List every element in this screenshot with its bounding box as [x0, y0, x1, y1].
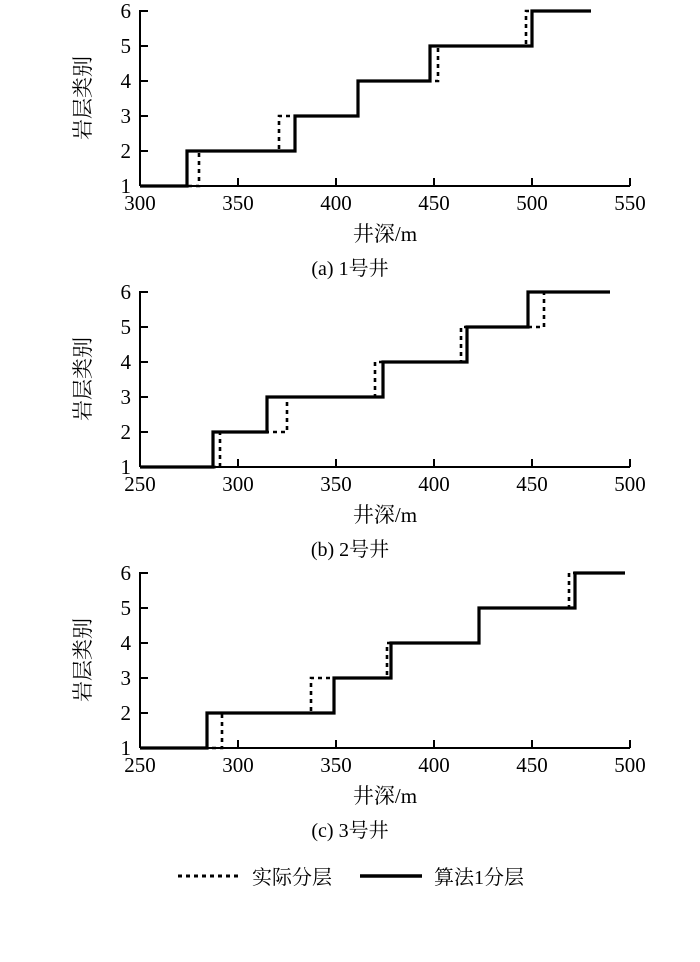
- y-tick: 2: [120, 420, 131, 444]
- panel-b: [0, 281, 700, 562]
- panel-c-axes: [140, 572, 630, 748]
- y-tick: 5: [120, 596, 131, 620]
- figure-legend: [0, 861, 700, 890]
- x-tick: 500: [614, 753, 646, 777]
- panel-a-y-tick-labels: [121, 0, 132, 198]
- y-tick: 4: [120, 631, 131, 655]
- y-tick: 1: [120, 736, 131, 760]
- x-tick: 300: [222, 753, 254, 777]
- legend-item-algorithm: [358, 861, 524, 890]
- x-tick: 250: [124, 753, 156, 777]
- y-tick: 2: [120, 701, 131, 725]
- panel-b-y-tick-labels: [121, 281, 132, 479]
- panel-a-xlabel: 井深/m: [352, 222, 418, 246]
- x-tick: 250: [124, 472, 156, 496]
- panel-a-axes: [140, 10, 630, 186]
- solid-line-icon: [358, 869, 424, 883]
- panel-a-plot: [0, 0, 700, 250]
- x-tick: 400: [418, 472, 450, 496]
- x-tick: 300: [124, 191, 156, 215]
- y-tick: 5: [120, 315, 131, 339]
- y-tick: 4: [120, 350, 131, 374]
- x-tick: 350: [320, 753, 352, 777]
- x-tick: 350: [320, 472, 352, 496]
- x-tick: 500: [516, 191, 548, 215]
- y-tick: 6: [120, 0, 131, 23]
- y-tick: 1: [120, 455, 131, 479]
- x-tick: 500: [614, 472, 646, 496]
- x-tick: 400: [418, 753, 450, 777]
- x-tick: 550: [614, 191, 646, 215]
- legend-item-actual: [176, 861, 332, 890]
- panel-a-series-actual: [140, 11, 591, 186]
- panel-c-caption: (c) 3号井: [311, 820, 389, 842]
- y-tick: 5: [120, 34, 131, 58]
- y-tick: 6: [120, 562, 131, 585]
- panel-c-series-actual: [140, 573, 625, 748]
- panel-c-series-algorithm: [140, 573, 625, 748]
- panel-a: [0, 0, 700, 281]
- y-tick: 6: [120, 281, 131, 304]
- panel-a-ylabel: 岩层类别: [71, 56, 95, 140]
- panel-a-series-algorithm: [140, 11, 591, 186]
- panel-b-x-tick-labels: [124, 472, 646, 496]
- dotted-line-icon: [176, 869, 242, 883]
- panel-b-ylabel: 岩层类别: [71, 337, 95, 421]
- panel-c-ylabel: 岩层类别: [71, 618, 95, 702]
- panel-b-caption: (b) 2号井: [310, 539, 390, 561]
- panel-a-x-tick-labels: [124, 191, 646, 215]
- y-tick: 3: [120, 104, 131, 128]
- panel-c-xlabel: 井深/m: [352, 784, 418, 808]
- y-tick: 2: [120, 139, 131, 163]
- y-tick: 1: [120, 174, 131, 198]
- y-tick: 3: [120, 666, 131, 690]
- panel-b-plot: [0, 281, 700, 531]
- x-tick: 300: [222, 472, 254, 496]
- panel-c-y-tick-labels: [121, 562, 132, 760]
- x-tick: 450: [418, 191, 450, 215]
- panel-a-caption: (a) 1号井: [311, 258, 389, 280]
- x-tick: 350: [222, 191, 254, 215]
- legend-label-actual: 实际分层: [252, 867, 332, 889]
- x-tick: 400: [320, 191, 352, 215]
- panel-c-x-tick-labels: [124, 753, 646, 777]
- x-tick: 450: [516, 472, 548, 496]
- x-tick: 450: [516, 753, 548, 777]
- panel-c-plot: [0, 562, 700, 812]
- y-tick: 4: [120, 69, 131, 93]
- y-tick: 3: [120, 385, 131, 409]
- legend-label-algorithm: 算法1分层: [434, 867, 524, 889]
- panel-b-xlabel: 井深/m: [352, 503, 418, 527]
- panel-c: [0, 562, 700, 843]
- panel-b-series-actual: [140, 292, 610, 467]
